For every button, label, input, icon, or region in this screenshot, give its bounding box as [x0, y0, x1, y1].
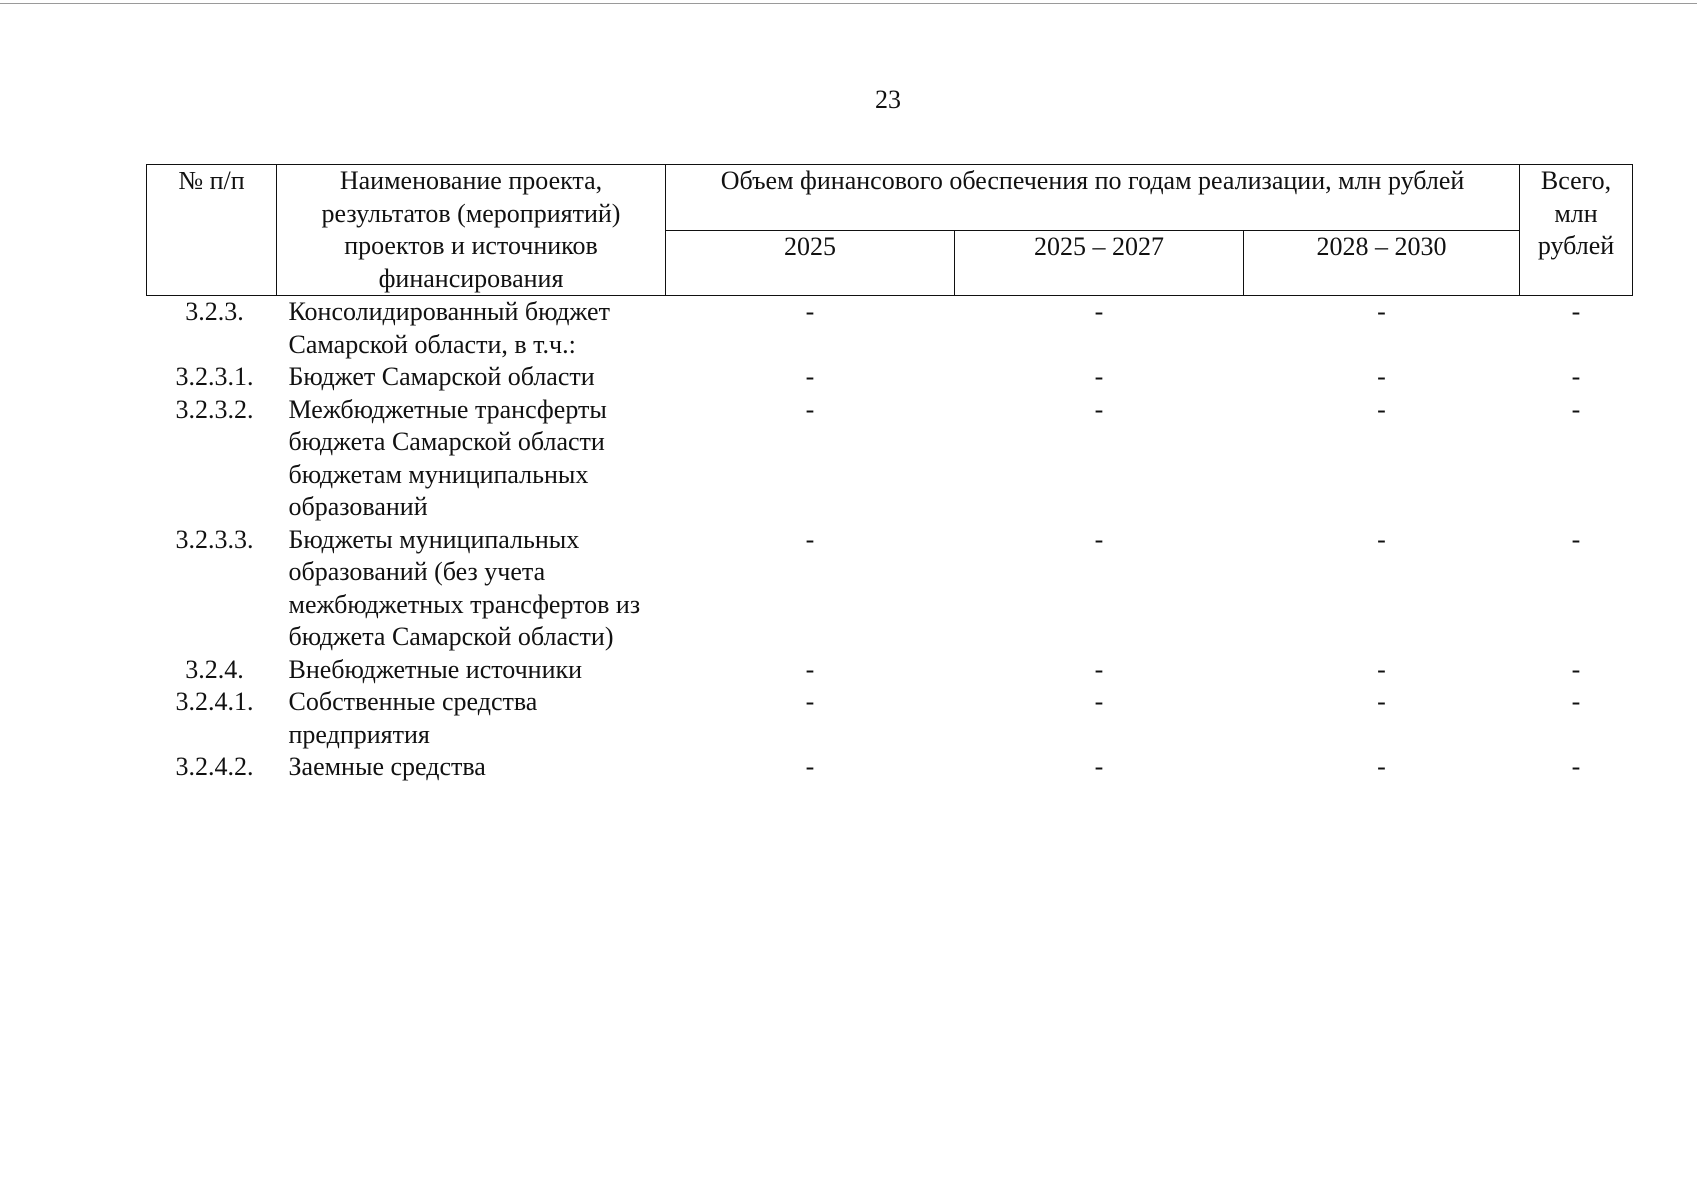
value-2028-2030: -	[1377, 362, 1386, 391]
row-name: Внебюджетные источники	[288, 654, 583, 684]
row-name: Собственные средства предприятия	[288, 687, 538, 749]
value-2025: -	[805, 687, 815, 716]
table-row	[147, 361, 1633, 394]
value-total: -	[1571, 297, 1581, 326]
value-2025-2027: -	[1094, 394, 1104, 424]
value-2025-2027: -	[1094, 752, 1104, 781]
value-2025-2027: -	[1094, 297, 1104, 326]
value-2025-2027: -	[1094, 654, 1104, 684]
table-row	[147, 654, 1633, 687]
value-2028-2030: -	[1377, 524, 1386, 554]
table-row	[147, 686, 1633, 751]
value-2025: -	[805, 394, 815, 424]
value-total: -	[1571, 654, 1581, 684]
financing-table	[146, 164, 1633, 784]
row-name: Межбюджетные трансферты бюджета Самарской области бюджетам муниципальных образований	[288, 394, 607, 521]
header-total: Всего, млн рублей	[1520, 165, 1633, 296]
value-2028-2030: -	[1377, 752, 1386, 781]
value-total: -	[1571, 687, 1581, 716]
value-total: -	[1571, 362, 1581, 391]
value-2025-2027: -	[1094, 524, 1104, 554]
value-2025: -	[805, 362, 815, 391]
value-2025: -	[805, 297, 815, 326]
row-number: 3.2.3.3.	[175, 524, 254, 554]
value-2028-2030: -	[1377, 687, 1386, 716]
table-header	[147, 165, 1633, 296]
table-row	[147, 296, 1633, 362]
value-2028-2030: -	[1377, 654, 1386, 684]
row-number: 3.2.3.1.	[175, 362, 254, 391]
value-2025: -	[805, 654, 815, 684]
row-number: 3.2.3.	[185, 297, 244, 326]
value-2028-2030: -	[1377, 394, 1386, 424]
value-total: -	[1571, 752, 1581, 781]
header-name: Наименование проекта, результатов (мероприятий) проектов и источников финансирования	[277, 165, 666, 296]
row-name: Бюджет Самарской области	[288, 362, 595, 391]
value-2025: -	[805, 752, 815, 781]
row-name: Заемные средства	[288, 752, 486, 781]
value-2025: -	[805, 524, 815, 554]
row-name: Консолидированный бюджет Самарской области, в т.ч.:	[288, 297, 610, 359]
header-funding-group: Объем финансового обеспечения по годам реализации, млн рублей	[666, 165, 1520, 231]
header-year-2025: 2025	[666, 230, 955, 296]
value-2025-2027: -	[1094, 362, 1104, 391]
value-total: -	[1571, 524, 1581, 554]
value-2028-2030: -	[1377, 297, 1386, 326]
table-body	[147, 296, 1633, 784]
row-number: 3.2.3.2.	[175, 394, 254, 424]
row-name: Бюджеты муниципальных образований (без учета межбюджетных трансфертов из бюджета Самарской области)	[288, 524, 641, 651]
value-total: -	[1571, 394, 1581, 424]
table-row	[147, 394, 1633, 524]
header-year-2028-2030: 2028 – 2030	[1244, 230, 1520, 296]
header-number: № п/п	[147, 165, 277, 296]
row-number: 3.2.4.	[185, 654, 244, 684]
row-number: 3.2.4.2.	[175, 752, 254, 781]
header-year-2025-2027: 2025 – 2027	[955, 230, 1244, 296]
value-2025-2027: -	[1094, 687, 1104, 716]
table-row	[147, 751, 1633, 784]
page-number: 23	[875, 85, 901, 114]
row-number: 3.2.4.1.	[175, 687, 254, 716]
table-row	[147, 524, 1633, 654]
scan-edge-line	[0, 3, 1697, 4]
